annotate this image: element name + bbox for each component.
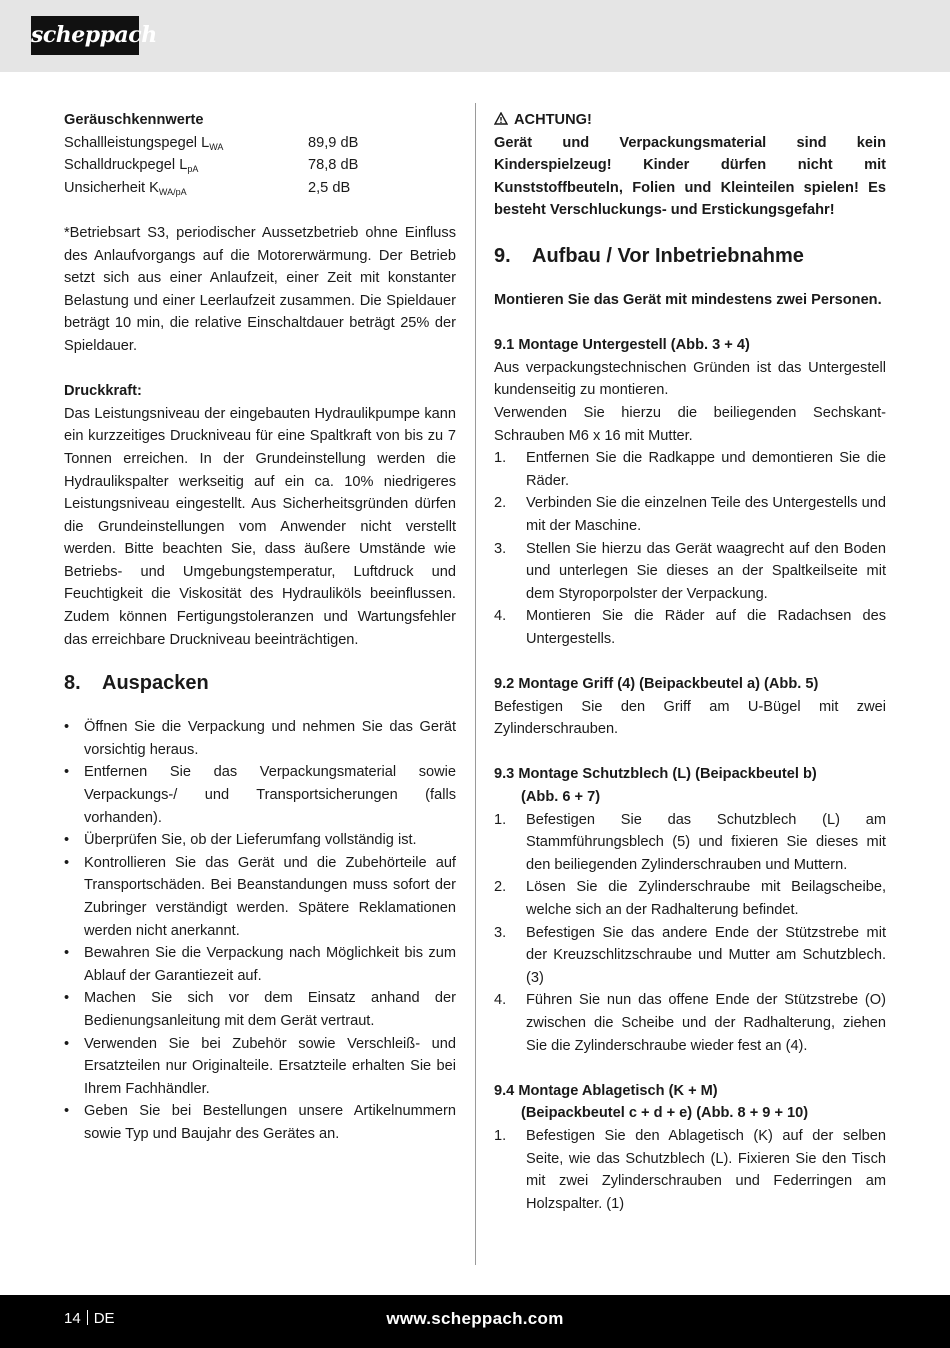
section9-intro: Montieren Sie das Gerät mit mindestens zwei Personen. — [494, 291, 882, 308]
step-number: 3. — [494, 540, 507, 557]
step-item — [494, 922, 886, 990]
noise-value: 78,8 dB — [308, 157, 359, 174]
s92-title: 9.2 Montage Griff (4) (Beipackbeutel a) (Abb. 5) — [494, 676, 819, 693]
warning-text: Gerät und Verpackungsmaterial sind kein Kinderspielzeug! Kinder dürfen nicht mit Kunststoffbeuteln, Folien und Kleinteilen spielen! Es besteht Verschluckungs- und Erstickungsgefahr! — [494, 134, 886, 219]
column-divider — [475, 103, 476, 1265]
warning-title: ACHTUNG! — [514, 112, 592, 128]
step-number: 3. — [494, 924, 507, 941]
noise-row — [64, 132, 456, 155]
section-title: Aufbau / Vor Inbetriebnahme — [532, 244, 804, 267]
s92-text: Befestigen Sie den Griff am U-Bügel mit zwei Zylinderschrauben. — [494, 698, 886, 738]
pressure-title: Druckkraft: — [64, 383, 142, 400]
language-code: DE — [93, 1310, 115, 1327]
right-column — [494, 109, 886, 1215]
step-text: Führen Sie nun das offene Ende der Stützstrebe (O) zwischen die Scheibe und der Radhalterung, ziehen Sie die Zylinderschraube wieder fest an (4). — [526, 992, 886, 1054]
step-item — [494, 605, 886, 650]
s91-text1: Aus verpackungstechnischen Gründen ist das Untergestell kundenseitig zu montieren. — [494, 359, 886, 399]
list-item: • Überprüfen Sie, ob der Lieferumfang vollständig ist. — [64, 829, 456, 852]
page-number-value: 14 — [64, 1310, 81, 1327]
s91-text2: Verwenden Sie hierzu die beiliegenden Sechskant-Schrauben M6 x 16 mit Mutter. — [494, 404, 886, 444]
step-text: Befestigen Sie das andere Ende der Stützstrebe mit der Kreuzschlitzschraube und Mutter am Schutzblech. (3) — [526, 924, 886, 986]
s93-title-cont: (Abb. 6 + 7) — [521, 789, 601, 806]
step-item — [494, 989, 886, 1057]
step-item — [494, 447, 886, 492]
section8-heading — [64, 671, 456, 695]
step-item — [494, 492, 886, 537]
list-item: • Entfernen Sie das Verpackungsmaterial sowie Verpackungs-/ und Transportsicherungen (falls vorhanden). — [64, 761, 456, 829]
s94-steps — [494, 1125, 886, 1215]
noise-label: Unsicherheit $K_{WA/pA}$ — [64, 179, 187, 197]
noise-row — [64, 177, 456, 200]
noise-title: Geräuschkennwerte — [64, 112, 204, 128]
noise-row — [64, 154, 456, 177]
section-number: 8. — [64, 672, 81, 695]
warning-heading — [494, 109, 886, 132]
step-number: 1. — [494, 811, 507, 828]
list-item: • Machen Sie sich vor dem Einsatz anhand der Bedienungsanleitung mit dem Gerät vertraut. — [64, 987, 456, 1032]
website-link[interactable]: www.scheppach.com — [386, 1309, 564, 1328]
s93-title: 9.3 Montage Schutzblech (L) (Beipackbeutel b) — [494, 766, 817, 783]
noise-table — [64, 132, 456, 200]
scheppach-logo: scheppach — [31, 16, 139, 55]
noise-label: Schallleistungspegel $L_{WA}$ — [64, 134, 224, 152]
list-item: • Öffnen Sie die Verpackung und nehmen Sie das Gerät vorsichtig heraus. — [64, 716, 456, 761]
s91-title: 9.1 Montage Untergestell (Abb. 3 + 4) — [494, 337, 750, 354]
list-item: • Verwenden Sie bei Zubehör sowie Verschleiß- und Ersatzteilen nur Originalteile. Ersatzteile erhalten Sie bei Ihrem Fachhändler. — [64, 1033, 456, 1101]
step-number: 1. — [494, 1127, 507, 1144]
step-item — [494, 538, 886, 606]
unpacking-list — [64, 716, 456, 1145]
step-item — [494, 809, 886, 877]
section-title: Auspacken — [102, 672, 209, 695]
operation-note: *Betriebsart S3, periodischer Aussetzbetrieb ohne Einfluss des Anlaufvorgangs auf die Motorerwärmung. Der Betrieb setzt sich aus einer Anlaufzeit, einer Zeit mit konstanter Belastung und einer Leerlaufzeit zusammen. Die Spieldauer beträgt 10 min, die relative Einschaltdauer beträgt 25% der Spieldauer. — [64, 224, 456, 354]
step-number: 2. — [494, 879, 507, 896]
list-item: • Bewahren Sie die Verpackung nach Möglichkeit bis zum Ablauf der Garantiezeit auf. — [64, 942, 456, 987]
step-item — [494, 876, 886, 921]
page-header — [0, 0, 950, 72]
s91-steps — [494, 447, 886, 650]
s94-title: 9.4 Montage Ablagetisch (K + M) — [494, 1082, 718, 1099]
noise-label: Schalldruckpegel $L_{pA}$ — [64, 157, 199, 175]
step-text: Befestigen Sie den Ablagetisch (K) auf der selben Seite, wie das Schutzblech (L). Fixieren Sie den Tisch mit zwei Zylinderschrauben und Federringen am Holzspalter. (1) — [526, 1127, 886, 1212]
step-text: Stellen Sie hierzu das Gerät waagrecht auf den Boden und unterlegen Sie dieses an der Spaltkeilseite mit dem Styroporpolster der Verpackung. — [526, 540, 886, 602]
step-number: 2. — [494, 495, 507, 512]
step-text: Verbinden Sie die einzelnen Teile des Untergestells und mit der Maschine. — [526, 495, 886, 534]
step-text: Montieren Sie die Räder auf die Radachsen des Untergestells. — [526, 608, 886, 647]
page-footer — [0, 1295, 950, 1348]
step-number: 4. — [494, 992, 507, 1009]
s93-steps — [494, 809, 886, 1058]
step-text: Entfernen Sie die Radkappe und demontieren Sie die Räder. — [526, 450, 886, 489]
step-item — [494, 1125, 886, 1215]
s94-title-cont: (Beipackbeutel c + d + e) (Abb. 8 + 9 + 10) — [521, 1105, 809, 1122]
section9-heading — [494, 244, 886, 268]
section-number: 9. — [494, 244, 511, 267]
noise-value: 89,9 dB — [308, 134, 359, 151]
step-number: 1. — [494, 450, 507, 467]
step-number: 4. — [494, 608, 507, 625]
list-item: • Kontrollieren Sie das Gerät und die Zubehörteile auf Transportschäden. Bei Beanstandungen muss sofort der Zubringer verständigt werden. Spätere Reklamationen werden nicht anerkannt. — [64, 852, 456, 942]
noise-value: 2,5 dB — [308, 179, 351, 196]
left-column — [64, 109, 456, 1146]
warning-triangle-icon — [494, 109, 508, 132]
step-text: Lösen Sie die Zylinderschraube mit Beilagscheibe, welche sich an der Radhalterung befindet. — [526, 879, 886, 918]
step-text: Befestigen Sie das Schutzblech (L) am Stammführungsblech (5) und fixieren Sie dieses mit den beiliegenden Zylinderschrauben und Muttern. — [526, 811, 886, 873]
list-item: • Geben Sie bei Bestellungen unsere Artikelnummern sowie Typ und Baujahr des Gerätes an. — [64, 1100, 456, 1145]
pressure-text: Das Leistungsniveau der eingebauten Hydraulikpumpe kann ein kurzzeitiges Druckniveau für eine Spaltkraft von bis zu 7 Tonnen erreichen. In der Grundeinstellung werden die Hydraulikspalter werkseitig auf ein ca. 10% niedrigeres Leistungsniveau eingestellt. Aus Sicherheitsgründen dürfen die Grundeinstellungen vom Anwender nicht verstellt werden. Bitte beachten Sie, dass äußere Umstände wie Betriebs- und Umgebungstemperatur, Luftdruck und Feuchtigkeit die Viskosität des Hydrauliköls beeinflussen. Zudem können Fertigungstoleranzen und Wartungsfehler das erreichbare Druckniveau beeinträchtigen. — [64, 405, 456, 648]
